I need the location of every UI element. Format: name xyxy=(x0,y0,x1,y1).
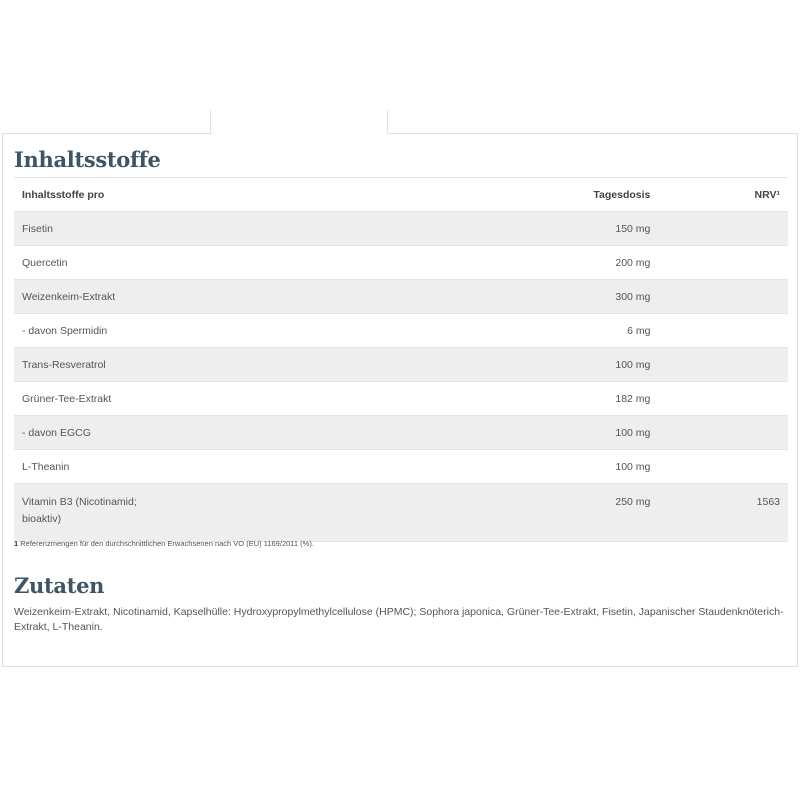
table-row xyxy=(14,484,788,542)
zutaten-text: Weizenkeim-Extrakt, Nicotinamid, Kapselhülle: Hydroxypropylmethylcellulose (HPMC); Sophora japonica, Grüner-Tee-Extrakt, Fisetin, Japanischer Staudenknöterich-Extrakt, L-Theanin. xyxy=(14,606,784,633)
ingredient-nrv xyxy=(658,348,788,382)
table-row xyxy=(14,382,788,416)
ingredient-name: Quercetin xyxy=(22,256,68,269)
ingredient-nrv xyxy=(658,382,788,416)
table-header-row xyxy=(14,178,788,212)
ingredient-name-line2: bioaktiv) xyxy=(22,513,62,525)
ingredient-name: - davon EGCG xyxy=(22,426,91,439)
ingredient-dose: 100 mg xyxy=(615,460,651,473)
ingredient-dose: 150 mg xyxy=(615,222,651,235)
ingredient-name: - davon Spermidin xyxy=(22,324,108,337)
ingredients-panel xyxy=(2,133,798,667)
table-row xyxy=(14,450,788,484)
table-row xyxy=(14,348,788,382)
header-daily-dose: Tagesdosis xyxy=(593,188,651,201)
ingredient-nrv xyxy=(658,450,788,484)
ingredient-nrv xyxy=(658,246,788,280)
ingredient-nrv xyxy=(658,314,788,348)
ingredient-dose: 182 mg xyxy=(615,392,651,405)
ingredient-nrv: 1563 xyxy=(756,496,780,508)
ingredient-dose: 6 mg xyxy=(627,324,651,337)
ingredient-name: L-Theanin xyxy=(22,460,70,473)
ingredients-heading: Inhaltsstoffe xyxy=(14,147,161,172)
footnote-text: Referenzmengen für den durchschnittlichen Erwachsenen nach VO (EU) 1169/2011 (%). xyxy=(20,539,314,548)
ingredient-name: Trans-Resveratrol xyxy=(22,358,106,371)
header-ingredient: Inhaltsstoffe pro xyxy=(22,188,105,201)
ingredient-nrv xyxy=(658,280,788,314)
table-row xyxy=(14,416,788,450)
ingredient-name: Grüner-Tee-Extrakt xyxy=(22,392,112,405)
zutaten-heading: Zutaten xyxy=(14,573,105,598)
footnote xyxy=(14,539,314,548)
footnote-marker: 1 xyxy=(14,539,19,548)
ingredient-name-line1: Vitamin B3 (Nicotinamid; xyxy=(22,496,137,508)
ingredient-dose: 100 mg xyxy=(615,426,651,439)
ingredients-table xyxy=(14,177,788,542)
table-row xyxy=(14,246,788,280)
header-nrv: NRV¹ xyxy=(754,188,780,201)
ingredient-dose: 100 mg xyxy=(615,358,651,371)
ingredient-dose: 200 mg xyxy=(615,256,651,269)
ingredient-name: Fisetin xyxy=(22,222,53,235)
ingredient-nrv xyxy=(658,212,788,246)
active-tab[interactable] xyxy=(210,110,388,134)
tab-strip xyxy=(2,110,798,134)
ingredient-name xyxy=(14,484,382,542)
table-row xyxy=(14,212,788,246)
ingredient-nrv xyxy=(658,416,788,450)
ingredient-name: Weizenkeim-Extrakt xyxy=(22,290,116,303)
ingredient-dose: 300 mg xyxy=(615,290,651,303)
table-row xyxy=(14,280,788,314)
ingredient-dose: 250 mg xyxy=(615,496,651,508)
table-row xyxy=(14,314,788,348)
